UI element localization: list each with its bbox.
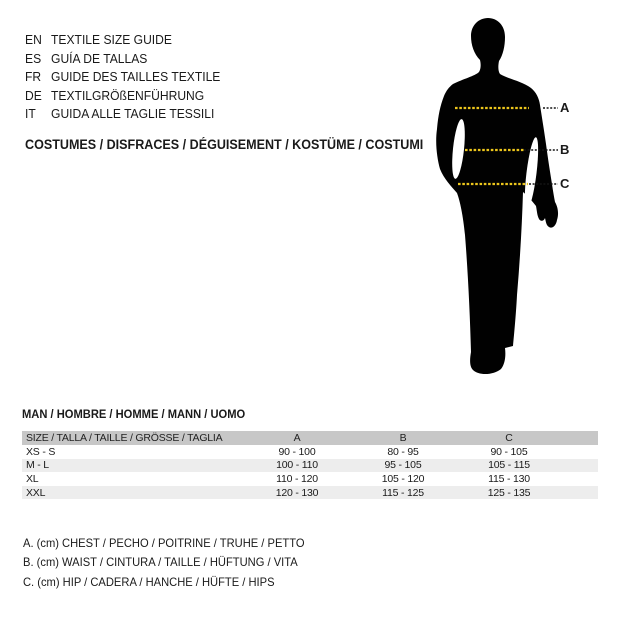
header-col-b: B — [399, 432, 407, 444]
category-heading: COSTUMES / DISFRACES / DÉGUISEMENT / KOSTÜME / COSTUMI — [25, 137, 424, 152]
table-row — [22, 459, 598, 473]
language-row-fr — [25, 68, 220, 87]
hip-range-cell: 125 - 135 — [487, 486, 531, 499]
legend-hip: C. (cm) HIP / CADERA / HANCHE / HÜFTE / HIPS — [23, 574, 275, 589]
table-row — [22, 472, 598, 486]
language-title: TEXTILE SIZE GUIDE — [51, 32, 172, 47]
language-code: FR — [25, 69, 42, 85]
language-title: GUÍA DE TALLAS — [51, 50, 148, 66]
language-title: GUIDE DES TAILLES TEXTILE — [51, 69, 221, 85]
header-col-a: A — [293, 432, 301, 444]
language-code: ES — [25, 50, 42, 66]
language-title: GUIDA ALLE TAGLIE TESSILI — [51, 106, 215, 122]
hip-range-cell: 105 - 115 — [488, 459, 530, 472]
size-cell: M - L — [26, 459, 49, 472]
size-cell: XS - S — [26, 445, 56, 458]
legend-waist: B. (cm) WAIST / CINTURA / TAILLE / HÜFTUNG / VITA — [23, 555, 298, 570]
waist-range-cell: 105 - 120 — [381, 472, 425, 485]
chest-range-cell: 120 - 130 — [275, 486, 319, 499]
chest-range-cell: 110 - 120 — [276, 472, 318, 485]
language-title: TEXTILGRÖßENFÜHRUNG — [51, 87, 205, 103]
language-code: EN — [25, 32, 42, 47]
waist-range-cell: 115 - 125 — [382, 486, 424, 499]
chest-range-cell: 100 - 110 — [276, 459, 318, 472]
size-cell: XXL — [26, 486, 46, 499]
language-list — [25, 31, 235, 124]
hip-range-cell: 90 - 105 — [490, 445, 528, 458]
legend-chest: A. (cm) CHEST / PECHO / POITRINE / TRUHE / PETTO — [23, 536, 305, 550]
language-row-es — [25, 50, 220, 69]
language-row-de — [25, 87, 220, 106]
chest-range-cell: 90 - 100 — [278, 445, 316, 458]
waist-label: B — [560, 142, 570, 157]
waist-range-cell: 80 - 95 — [387, 445, 419, 458]
table-row — [22, 445, 598, 459]
hip-label: C — [560, 176, 570, 191]
size-cell: XL — [26, 472, 39, 485]
language-code: DE — [25, 87, 42, 103]
language-code: IT — [25, 106, 36, 122]
waist-range-cell: 95 - 105 — [384, 459, 422, 472]
man-silhouette — [436, 18, 558, 374]
chest-label: A — [560, 100, 570, 115]
section-heading-man: MAN / HOMBRE / HOMME / MANN / UOMO — [22, 407, 246, 421]
table-row — [22, 486, 598, 500]
header-col-c: C — [505, 432, 513, 444]
language-row-it — [25, 105, 220, 124]
man-silhouette-figure — [425, 15, 570, 380]
language-row-en — [25, 31, 220, 50]
size-table-header-row — [22, 431, 598, 445]
header-size-label: SIZE / TALLA / TAILLE / GRÖSSE / TAGLIA — [26, 432, 223, 444]
hip-range-cell: 115 - 130 — [488, 472, 530, 485]
measurement-legend — [23, 534, 326, 592]
size-table — [22, 431, 598, 499]
